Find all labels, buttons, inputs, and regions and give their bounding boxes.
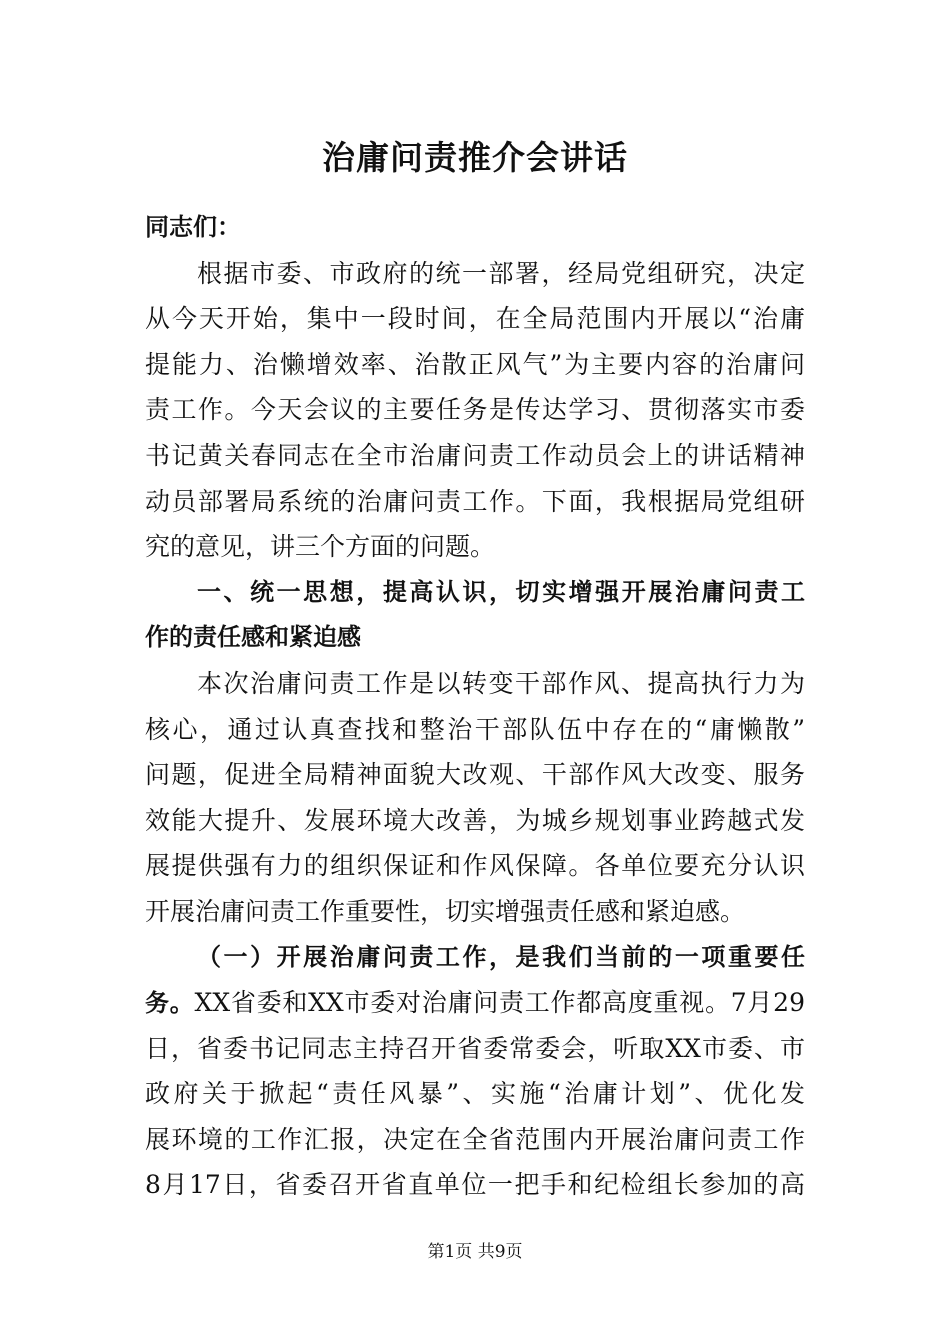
paragraph-line: 8月17日，省委召开省直单位一把手和纪检组长参加的高 (145, 1170, 805, 1200)
paragraph-line: 展提供强有力的组织保证和作风保障。各单位要充分认识 (145, 851, 805, 881)
paragraph-line: 书记黄关春同志在全市治庸问责工作动员会上的讲话精神 (145, 440, 805, 470)
paragraph-line: 根据市委、市政府的统一部署，经局党组研究，决定 (197, 258, 805, 288)
paragraph-line: 日，省委书记同志主持召开省委常委会，听取XX市委、市 (145, 1033, 805, 1063)
paragraph-line: 动员部署局系统的治庸问责工作。下面，我根据局党组研 (145, 486, 805, 516)
paragraph-line: 效能大提升、发展环境大改善，为城乡规划事业跨越式发 (145, 805, 805, 835)
paragraph-line: 展环境的工作汇报，决定在全省范围内开展治庸问责工作 (145, 1124, 805, 1154)
section-heading-line: 作的责任感和紧迫感 (145, 623, 361, 652)
salutation: 同志们： (145, 213, 241, 241)
paragraph-line: 开展治庸问责工作重要性，切实增强责任感和紧迫感。 (145, 896, 746, 926)
subsection-heading-line: （一）开展治庸问责工作，是我们当前的一项重要任 (197, 942, 805, 971)
paragraph-line: 究的意见，讲三个方面的问题。 (145, 532, 496, 562)
paragraph-line: 核心，通过认真查找和整治干部队伍中存在的“庸懒散” (145, 714, 805, 744)
document-title: 治庸问责推介会讲话 (322, 138, 628, 177)
section-heading-line: 一、统一思想，提高认识，切实增强开展治庸问责工 (197, 577, 805, 606)
paragraph-line: 从今天开始，集中一段时间，在全局范围内开展以“治庸 (145, 304, 805, 334)
paragraph-line: 责工作。今天会议的主要任务是传达学习、贯彻落实市委 (145, 395, 805, 425)
paragraph-line (145, 980, 805, 1026)
paragraph-line: 问题，促进全局精神面貌大改观、干部作风大改变、服务 (145, 760, 805, 790)
paragraph-line: 提能力、治懒增效率、治散正风气”为主要内容的治庸问 (145, 349, 805, 379)
page-footer: 第1页 共9页 (427, 1242, 523, 1262)
paragraph-line: 本次治庸问责工作是以转变干部作风、提高执行力为 (197, 668, 805, 698)
paragraph-text: XX省委和XX市委对治庸问责工作都高度重视。7月29 (194, 988, 805, 1018)
document-body (145, 205, 805, 1208)
subsection-heading-end: 务。 (145, 989, 195, 1018)
paragraph-line: 政府关于掀起“责任风暴”、实施“治庸计划”、优化发 (145, 1079, 805, 1109)
